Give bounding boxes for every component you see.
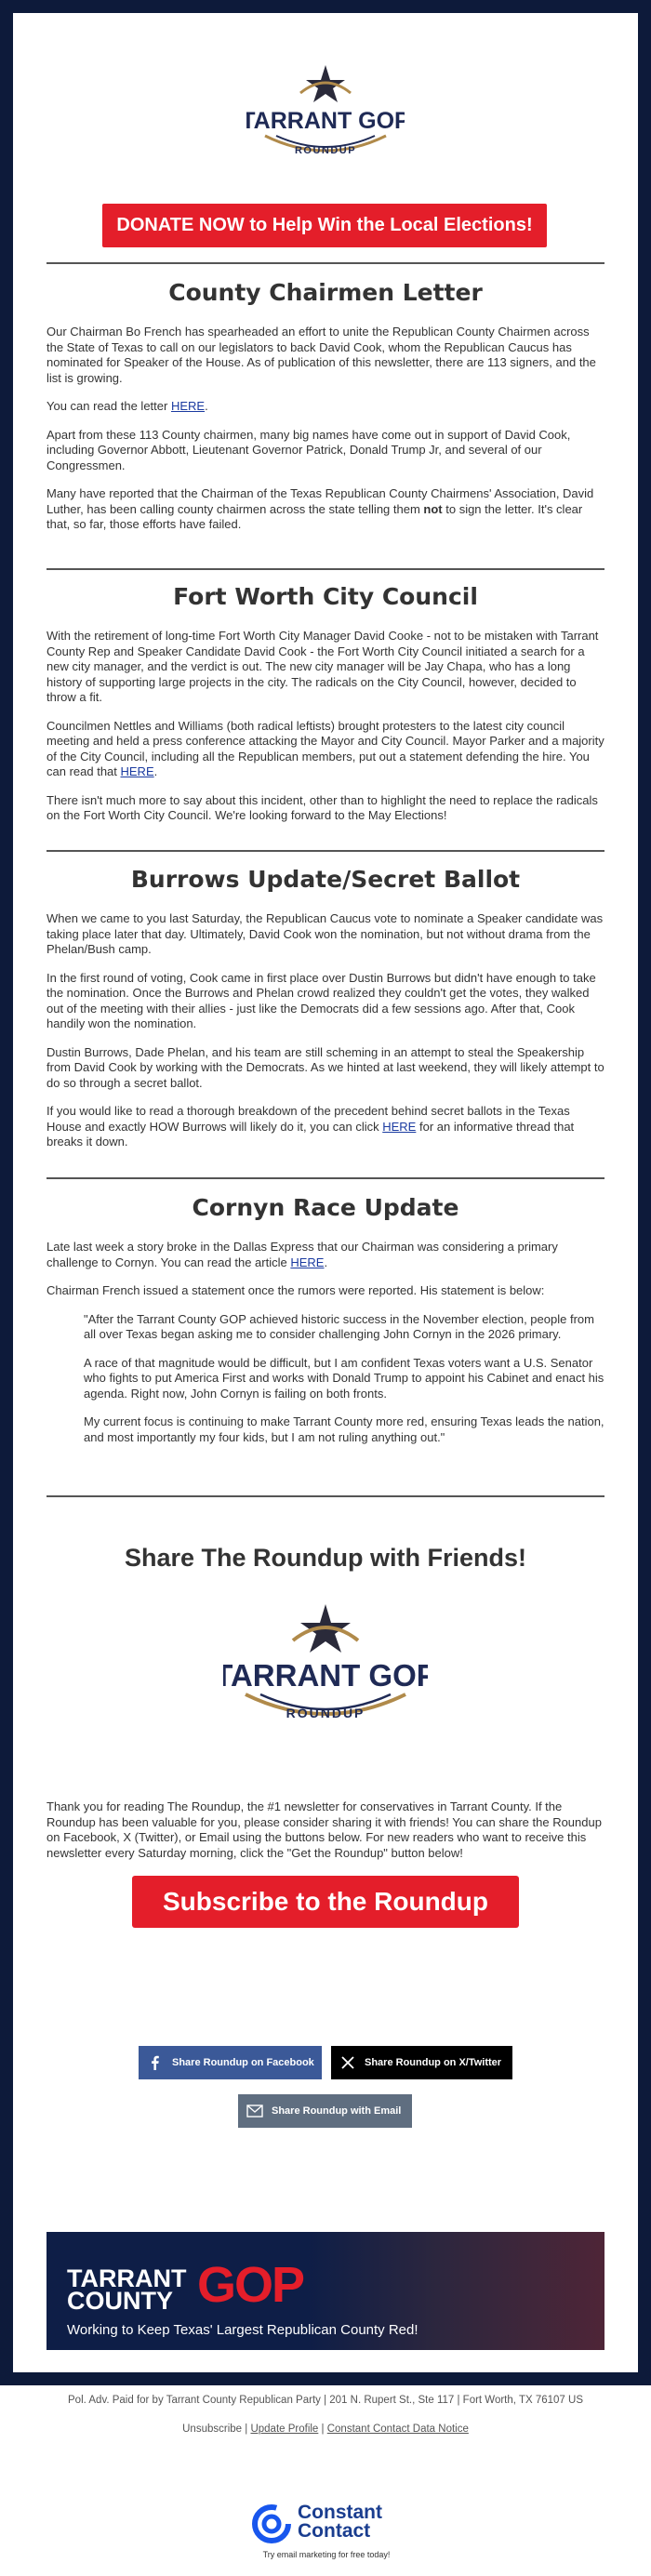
quote-paragraph: A race of that magnitude would be difficult, but I am confident Texas voters want a U.S. Senator who fights to put America First and works with Donald Trump to appoint his Cabinet and enact his agenda. Right now, John Cornyn is failing on both fronts. [84, 1355, 604, 1401]
paragraph: Apart from these 113 County chairmen, many big names have come out in support of David Cook, including Governor Abbott, Lieutenant Governor Patrick, Donald Trump Jr, and several of our Congressmen. [46, 427, 571, 472]
tarrant-gop-logo [223, 1600, 428, 1739]
article-link[interactable]: HERE [290, 1255, 325, 1269]
share-body [46, 1799, 604, 1874]
paragraph: Chairman French issued a statement once the rumors were reported. His statement is below: [46, 1283, 545, 1297]
tarrant-gop-logo [246, 61, 405, 171]
header-logo [13, 61, 638, 176]
thread-link[interactable]: HERE [382, 1119, 417, 1134]
paragraph: When we came to you last Saturday, the Republican Caucus vote to nominate a Speaker candidate was taking place later that day. Ultimately, David Cook won the nomination, but not without drama from the Phelan/Bush camp. [46, 911, 604, 956]
data-notice-link[interactable]: Constant Contact Data Notice [326, 2423, 469, 2435]
constant-contact-logo[interactable] [251, 2502, 400, 2563]
section-burrows [46, 866, 604, 1163]
banner-wordmark [67, 2264, 187, 2315]
paragraph: You can read the letter HERE. [46, 399, 208, 413]
banner-gop: GOP [197, 2257, 304, 2313]
envelope-icon [246, 2102, 264, 2120]
paragraph: Councilmen Nettles and Williams (both radical leftists) brought protesters to the latest city council meeting and held a press conference attacking the Mayor and City Council. Mayor Parker and a majority of the City Council, including all the Republican members, put out a statement defending the hire. You can read that HERE. [46, 718, 604, 778]
constant-contact-icon [251, 2503, 292, 2544]
footer-disclaimer: Pol. Adv. Paid for by Tarrant County Republican Party | 201 N. Rupert St., Ste 117 | Fort Worth, TX 76107 US [68, 2395, 583, 2406]
x-label: Share Roundup on X/Twitter [365, 2057, 502, 2068]
quote-paragraph: "After the Tarrant County GOP achieved historic success in the November election, people from all over Texas began asking me to consider challenging John Cornyn in the 2026 primary. [84, 1311, 594, 1341]
cc-tagline: Try email marketing for free today! [262, 2550, 391, 2559]
section-title: County Chairmen Letter [168, 279, 483, 306]
section-county-chairmen [46, 279, 604, 546]
paragraph: With the retirement of long-time Fort Worth City Manager David Cooke - not to be mistaken with Tarrant County Rep and Speaker Candidate David Cook - the Fort Worth City Council initiated a search for a new city manager, and the verdict is out. The new city manager will be Jay Chapa, who has a long history of supporting large projects in the city. The radicals on the City Council, however, decided to throw a fit. [46, 629, 599, 704]
paragraph: There isn't much more to say about this incident, other than to highlight the need to replace the radicals on the Fort Worth City Council. We're looking forward to the May Elections! [46, 792, 598, 822]
logo-sub-text: ROUNDUP [294, 145, 357, 156]
share-x-button[interactable] [331, 2046, 512, 2079]
unsubscribe-link[interactable]: Unsubscribe [182, 2423, 243, 2435]
share-title: Share The Roundup with Friends! [125, 1544, 526, 1572]
quote-paragraph: My current focus is continuing to make Tarrant County more red, ensuring Texas leads the nation, and most importantly my four kids, but I am not ruling anything out." [84, 1414, 604, 1444]
paragraph: Late last week a story broke in the Dallas Express that our Chairman was considering a primary challenge to Cornyn. You can read the article HERE. [46, 1240, 558, 1269]
paragraph: Many have reported that the Chairman of the Texas Republican County Chairmens' Association, David Luther, has been calling county chairmen across the state telling them not to sign the letter. It's clear that, so far, those efforts have failed. [46, 486, 594, 531]
banner-line1: TARRANT [67, 2264, 187, 2292]
paragraph: In the first round of voting, Cook came in first place over Dustin Burrows but didn't have enough to take the nomination. Once the Burrows and Phelan crowd realized they couldn't get the votes, they walked out of the meeting with their allies - just like the Democrats did a few sessions ago. After that, Cook handily won the nomination. [46, 970, 596, 1030]
paragraph: Dustin Burrows, Dade Phelan, and his team are still scheming in an attempt to steal the Speakership from David Cook by working with the Democrats. As we hinted at last weekend, they will likely attempt to do so through a secret ballot. [46, 1044, 604, 1090]
divider [46, 1177, 604, 1179]
cc-wordmark: Constant Contact [298, 2502, 382, 2542]
section-title: Burrows Update/Secret Ballot [130, 866, 521, 893]
paragraph: If you would like to read a thorough breakdown of the precedent behind secret ballots in the Texas House and exactly HOW Burrows will likely do it, you can click HERE for an informative thread that breaks it down. [46, 1104, 575, 1149]
footer [0, 2394, 651, 2437]
newsletter-card [13, 13, 638, 2372]
divider [46, 262, 604, 264]
subscribe-button[interactable]: Subscribe to the Roundup [132, 1876, 519, 1928]
logo-main-text: TARRANT GOP [246, 108, 405, 134]
share-facebook-button[interactable] [139, 2046, 322, 2079]
logo-main-text: TARRANT GOP [223, 1658, 428, 1693]
divider [46, 568, 604, 570]
logo-sub-text: ROUNDUP [286, 1706, 365, 1720]
x-icon [339, 2053, 357, 2072]
section-cornyn [46, 1194, 604, 1458]
banner-tagline: Working to Keep Texas' Largest Republican County Red! [67, 2322, 418, 2338]
divider [46, 850, 604, 852]
email-label: Share Roundup with Email [272, 2105, 402, 2117]
share-email-button[interactable] [238, 2094, 412, 2128]
divider [46, 1495, 604, 1497]
update-profile-link[interactable]: Update Profile [250, 2423, 319, 2435]
quote-block [84, 1312, 604, 1446]
facebook-label: Share Roundup on Facebook [172, 2057, 314, 2068]
paragraph: Our Chairman Bo French has spearheaded an effort to unite the Republican County Chairmen across the State of Texas to call on our legislators to back David Cook, whom the Republican Caucus has nominated for Speaker of the House. As of publication of this newsletter, there are 113 signers, and the list is growing. [46, 325, 596, 385]
section-title: Fort Worth City Council [173, 583, 478, 610]
tarrant-county-gop-banner [46, 2232, 604, 2350]
share-logo [0, 1600, 651, 1744]
statement-link[interactable]: HERE [120, 764, 154, 778]
footer-links: Unsubscribe | Update Profile | Constant Contact Data Notice [182, 2423, 469, 2435]
banner-line2: COUNTY [67, 2287, 173, 2315]
donate-button[interactable]: DONATE NOW to Help Win the Local Elections! [102, 204, 547, 247]
section-title: Cornyn Race Update [192, 1194, 459, 1221]
paragraph: Thank you for reading The Roundup, the #1 newsletter for conservatives in Tarrant County. If the Roundup has been valuable for you, please consider sharing it with friends! You can share the Roundup on Facebook, X (Twitter), or Email using the buttons below. For new readers who want to receive this newsletter every Saturday morning, click the "Get the Roundup" button below! [46, 1799, 602, 1860]
letter-link[interactable]: HERE [170, 399, 206, 413]
section-city-council [46, 583, 604, 837]
facebook-icon [146, 2053, 165, 2072]
